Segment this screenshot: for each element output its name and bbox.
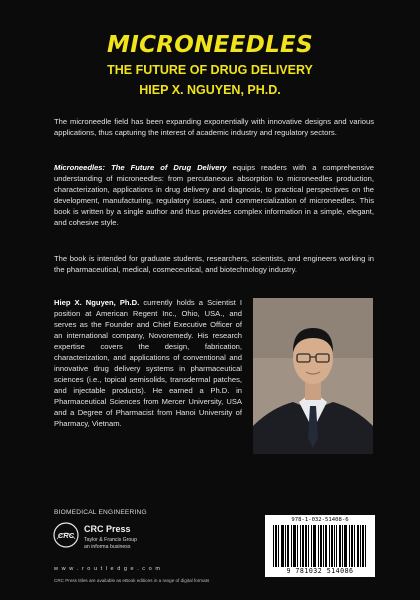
publisher-url: w w w . r o u t l e d g e . c o m [54, 566, 161, 572]
book-author: HIEP X. NGUYEN, PH.D. [139, 83, 281, 97]
publisher-name: CRC Press [84, 524, 131, 534]
author-bio [54, 297, 242, 429]
isbn-barcode [265, 515, 375, 577]
publisher-group: Taylor & Francis Group [84, 537, 138, 543]
author-bio-name: Hiep X. Nguyen, Ph.D. [54, 298, 140, 307]
description-paragraph-3: The book is intended for graduate students, researchers, scientists, and engineers working in the pharmaceutical, medical, cosmeceutical, and biotechnology industry. [54, 254, 374, 274]
author-photo [253, 298, 373, 454]
barcode-bars [273, 525, 367, 567]
book-title: MICRONEEDLES [107, 32, 313, 58]
crc-press-logo-icon [53, 522, 79, 548]
ean-digits: 9 781032 514086 [286, 567, 354, 575]
description-paragraph-2-text: equips readers with a comprehensive understanding of microneedles: from percutaneous absorption to microneedles production, characterization, applications in drug delivery and diagnosis, to practical perspectives on the development, manufacturing, regulatory issues, and commercialization of microneedles. This book is written by a single author and thus provides complex information in a simple, elegant, and cohesive style. [54, 163, 374, 227]
isbn-number: 978-1-032-51408-6 [291, 517, 349, 523]
publisher-tagline: an informa business [84, 544, 131, 550]
description-paragraph-1: The microneedle field has been expanding exponentially with innovative designs and various applications, thus capturing the interest of academic industry and regulatory sectors. [54, 117, 374, 137]
category-label: BIOMEDICAL ENGINEERING [54, 509, 147, 516]
cover-header [0, 0, 420, 112]
ebook-note: CRC Press titles are available as eBook editions in a range of digital formats [54, 578, 210, 583]
description-paragraph-2 [54, 162, 374, 228]
crc-logo-text: CRC [57, 531, 75, 540]
book-subtitle: THE FUTURE OF DRUG DELIVERY [107, 63, 313, 77]
author-bio-text: currently holds a Scientist I position at American Regent Inc., Ohio, USA., and serves as the Founder and Chief Executive Officer of an international company, Novoremedy. His research expertise covers the design, fabrication, characterization, and applications of conventional and innovative drug delivery systems in pharmaceutical sciences (i.e., topical semisolids, transdermal patches, and injectable products). He earned a Ph.D. in Pharmaceutical Sciences from Mercer University, USA and a Degree of Pharmacist from Hanoi University of Pharmacy, Vietnam. [54, 298, 243, 428]
book-title-inline: Microneedles: The Future of Drug Delivery [54, 163, 227, 172]
